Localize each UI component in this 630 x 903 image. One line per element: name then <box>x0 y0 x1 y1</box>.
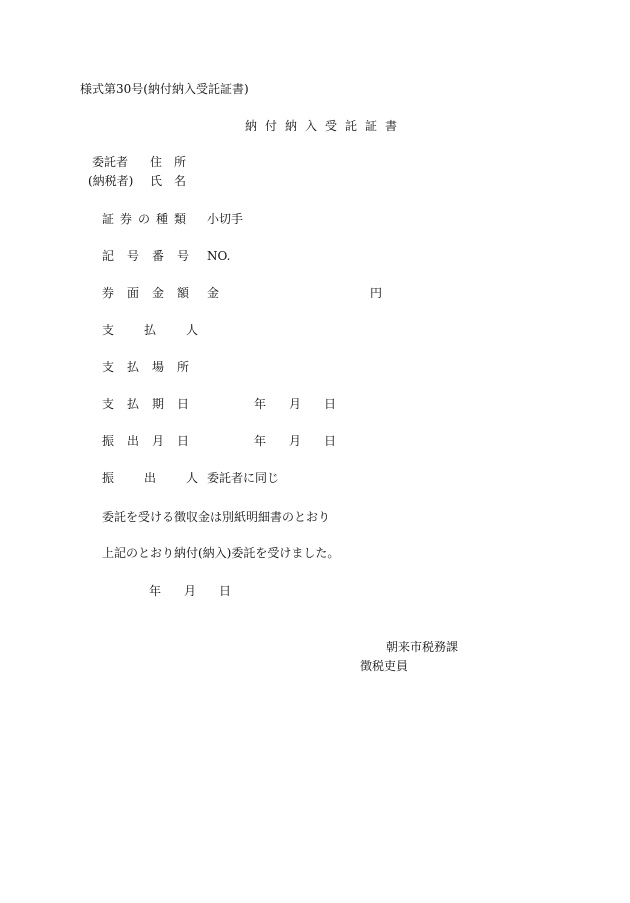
issuer-officer: 徴税吏員 <box>360 659 409 673</box>
row-issue-date-label: 振出月日 <box>102 434 203 448</box>
row-payment-date-label: 支払期日 <box>102 397 203 411</box>
row-serial-number-value: NO. <box>207 249 231 263</box>
date-month: 月 <box>184 584 197 598</box>
row-face-amount-unit: 円 <box>370 286 383 300</box>
row-security-type-value: 小切手 <box>207 212 244 226</box>
date-day: 日 <box>219 584 232 598</box>
row-face-amount-value: 金 <box>207 286 220 300</box>
row-issue-date-year: 年 <box>254 434 267 448</box>
statement-collection: 委託を受ける徴収金は別紙明細書のとおり <box>102 510 331 524</box>
row-face-amount-label: 券面金額 <box>102 286 203 300</box>
row-drawer-value: 委託者に同じ <box>207 471 280 485</box>
entruster-name-label: 氏 名 <box>150 174 187 188</box>
entruster-address-label: 住 所 <box>150 155 187 169</box>
statement-acceptance: 上記のとおり納付(納入)委託を受けました。 <box>102 546 340 560</box>
date-year: 年 <box>149 584 162 598</box>
row-issue-date-month: 月 <box>289 434 302 448</box>
entruster-label: 委託者 <box>92 155 129 169</box>
row-payment-date-day: 日 <box>324 397 337 411</box>
row-serial-number-label: 記号番号 <box>102 249 203 263</box>
row-security-type-label: 証券の種類 <box>102 212 193 226</box>
row-drawer-label: 振 出 人 <box>102 471 208 485</box>
taxpayer-label: (納税者) <box>88 174 134 188</box>
row-payment-date-year: 年 <box>254 397 267 411</box>
issuer-office: 朝来市税務課 <box>386 640 459 654</box>
row-payment-date-month: 月 <box>289 397 302 411</box>
form-number: 様式第30号(納付納入受託証書) <box>80 82 249 96</box>
row-payment-place-label: 支払場所 <box>102 360 203 374</box>
document-title: 納付納入受託証書 <box>245 119 406 133</box>
row-issue-date-day: 日 <box>324 434 337 448</box>
row-payer-label: 支 払 人 <box>102 323 208 337</box>
